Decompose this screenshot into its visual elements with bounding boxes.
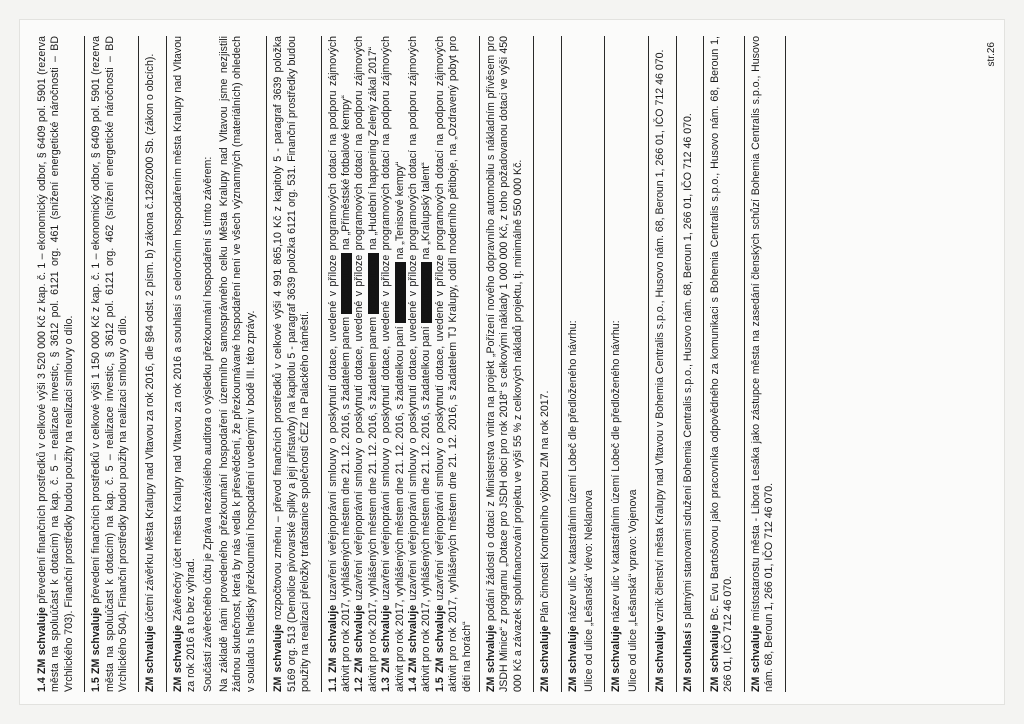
resolution-block [483, 36, 534, 692]
resolution-block [608, 36, 649, 692]
resolution-lead: ZM schvaluje [171, 624, 184, 692]
resolution-text: na „Tenisové kempy“ [393, 161, 406, 260]
resolution-text: na „Hudební happening Zelený zákal 2017“ [366, 46, 379, 250]
resolution-text: místostarostu města - Libora Lesáka jako zástupce města na zasedání členských schůzí Bohemia Centralis s.p.o., Husovo nám. 68, Beroun 1, 266 01, IČO 712 46 070. [749, 36, 776, 692]
resolution-text: vznik členství města Kralupy nad Vltavou v Bohemia Centralis s.p.o., Husovo nám. 68, Beroun 1, 266 01, IČO 712 46 070. [654, 49, 667, 623]
resolution-lead: 1.5 ZM schvaluje [433, 604, 446, 692]
resolution-text: převedení finančních prostředků v celkové výši 1 150 000 Kč z kap. č. 1 – ekonomický odbor, § 6409 pol. 5901 (rezerva města na spoluúčast k dotacím) na kap. č. 5 – realizace investic, § 3612 pol. 6121 org. 462 (snížení energetické náročnosti – BD Vrchlického 504). Finanční prostředky budou použity na realizaci smlouvy o dílo. [90, 36, 130, 692]
resolution-lead: ZM schvaluje [484, 624, 497, 692]
resolution-block [34, 36, 85, 692]
resolution-block [88, 36, 139, 692]
resolution-text: název ulic v katastrálním území Lobeč dle předloženého návrhu: [610, 320, 623, 623]
resolution-text: uzavření veřejnoprávní smlouvy o poskytnutí dotace, uvedené v příloze programových dotací na podporu zájmových aktivit pro rok 2017, vyhlášených městem dne 21. 12. 2016, s žadatelkou paní [406, 36, 433, 692]
resolution-lead: ZM schvaluje [272, 624, 285, 692]
resolution-text: Plán činnosti Kontrolního výboru ZM na rok 2017. [539, 390, 552, 623]
grant-resolution [353, 36, 380, 692]
redaction-box: xxxxxxxxxx [421, 262, 432, 323]
resolution-text: název ulic v katastrálním území Lobeč dle předloženého návrhu: [566, 320, 579, 623]
resolution-text: s platnými stanovami sdružení Bohemia Centralis s.p.o., Husovo nám. 68, Beroun 1, 266 01, IČO 712 46 070. [681, 113, 694, 628]
grant-resolution [380, 36, 407, 692]
grant-resolution [434, 36, 474, 692]
grant-resolution [407, 36, 434, 692]
resolution-block [680, 36, 704, 692]
resolution-lead: 1.1 ZM schvaluje [326, 604, 339, 692]
redaction-box: xxxxxxxxxx [395, 262, 406, 323]
resolution-block [652, 36, 676, 692]
grant-resolution [327, 36, 354, 692]
resolution-lead: ZM schvaluje [539, 625, 552, 692]
resolution-block [565, 36, 606, 692]
resolution-lead: 1.4 ZM schvaluje [36, 607, 48, 692]
resolution-lead: ZM schvaluje [749, 624, 762, 692]
resolution-text: uzavření veřejnoprávní smlouvy o poskytnutí dotace, uvedené v příloze programových dotací na podporu zájmových aktivit pro rok 2017, vyhlášených městem dne 21. 12. 2016, s žadatelem panem [326, 36, 352, 692]
page-number: str.26 [985, 42, 997, 67]
resolution-text: uzavření veřejnoprávní smlouvy o poskytnutí dotace, uvedené v příloze programových dotací na podporu zájmových aktivit pro rok 2017, vyhlášených městem dne 21. 12. 2016, s žadatelem TJ Kralupy, oddíl moderního pětiboje, na „Ozdravený pobyt pro děti na horách“ [433, 36, 473, 692]
resolution-text: na „Kralupský talent“ [420, 162, 433, 260]
resolution-extra: Ulice od ulice „Lešanská“ vpravo: Vojenova [626, 489, 639, 692]
resolution-extra: Součástí závěrečného účtu je Zpráva nezávislého auditora o výsledku přezkoumání hospodaření s tímto závěrem: [201, 156, 214, 692]
resolution-lead: ZM schvaluje [709, 624, 722, 692]
redaction-box: xxxxxxxxxx [368, 253, 379, 314]
resolution-lead: ZM souhlasí [681, 630, 694, 692]
resolution-block [537, 36, 561, 692]
resolution-block [748, 36, 786, 692]
resolution-block [170, 36, 267, 692]
resolution-text: na „Příměstské fotbalové kempy“ [339, 95, 352, 250]
resolution-lead: 1.2 ZM schvaluje [353, 604, 366, 692]
resolution-lead: 1.3 ZM schvaluje [380, 604, 393, 692]
resolution-text: Bc. Evu Bartošovou jako pracovníka odpovědného za komunikaci s Bohemia Centralis s.p.o., Husovo nám. 68, Beroun 1, 266 01, IČO 712 46 070. [709, 36, 735, 692]
resolution-text: rozpočtovou změnu – převod finančních prostředků v celkové výši 4 991 865,10 Kč z kapitoly 5 - paragraf 3639 položka 5169 org. 513 (Demolice pivovarské spilky a její přístavby) na kapitolu 5 - paragraf 3639 položka 6121 org. 531. Finanční prostředky budou použity na realizaci přeložky trafostanice společnosti ČEZ na Palackého náměstí. [272, 35, 312, 692]
resolution-lead: ZM schvaluje [654, 625, 667, 692]
redaction-box: xxxxxxxxxx [341, 253, 352, 314]
resolution-lead: ZM schvaluje [610, 625, 623, 692]
resolution-lead: 1.5 ZM schvaluje [90, 607, 103, 692]
resolution-extra: Na základě námi provedeného přezkoumání hospodaření územního samosprávného celku Města Kralupy nad Vltavou jsme nezjistili žádnou skutečnost, která by nás vedla k přesvědčení, že přezkoumávané hospodaření není ve všech významných (materiálních) ohledech v souladu s hledisky přezkoumání hospodaření uvedenými v bodě III. této zprávy. [218, 36, 257, 692]
resolution-text: uzavření veřejnoprávní smlouvy o poskytnutí dotace, uvedené v příloze programových dotací na podporu zájmových aktivit pro rok 2017, vyhlášených městem dne 21. 12. 2016, s žadatelkou paní [380, 36, 406, 692]
resolution-block [270, 36, 321, 692]
resolution-text: uzavření veřejnoprávní smlouvy o poskytnutí dotace, uvedené v příloze programových dotací na podporu zájmových aktivit pro rok 2017, vyhlášených městem dne 21. 12. 2016, s žadatelem panem [353, 36, 379, 692]
resolution-text: převedení finančních prostředků v celkové výši 3 520 000 Kč z kap. č. 1 – ekonomický odbor, § 6409 pol. 5901 (rezerva města na spoluúčast k dotacím) na kap. č. 5 – realizace investic, § 3612 pol. 6121 org. 461 (snížení energetické náročnosti – BD Vrchlického 703). Finanční prostředky budou použity na realizaci smlouvy o dílo. [36, 36, 75, 692]
resolution-lead: ZM schvaluje [144, 625, 157, 692]
scanned-page [20, 20, 1004, 704]
resolution-text: účetní závěrku Města Kralupy nad Vltavou za rok 2016, dle §84 odst. 2 písm. b) zákona č.128/2000 Sb. (zákon o obcích). [144, 53, 157, 623]
resolution-lead: 1.4 ZM schvaluje [406, 604, 419, 692]
resolution-extra: Ulice od ulice „Lešanská“ vlevo: Neklanova [583, 490, 595, 692]
resolution-lead: ZM schvaluje [566, 625, 579, 692]
resolution-block [142, 36, 166, 692]
resolution-text: Závěrečný účet města Kralupy nad Vltavou za rok 2016 a souhlasí s celoročním hospodařením města Kralupy nad Vltavou za rok 2016 a to bez výhrad. [171, 35, 198, 692]
resolution-text: podání žádosti o dotaci z Ministerstva vnitra na projekt „Pořízení nového dopravního automobilu s nákladním přívěsem pro JSDH Minice“ z programu „Dotace pro JSDH obcí pro rok 2018“ s celkovými náklady 1 000 000 Kč, z toho požadovanou dotaci ve výši 450 000 Kč a závazek spolufinancování projektu ve výši 55 % z celkových nákladů projektu, tj. minimálně 550 000 Kč. [484, 36, 524, 692]
rotated-document [20, 20, 1004, 704]
grant-resolutions-block [325, 36, 480, 692]
resolution-block [707, 36, 745, 692]
